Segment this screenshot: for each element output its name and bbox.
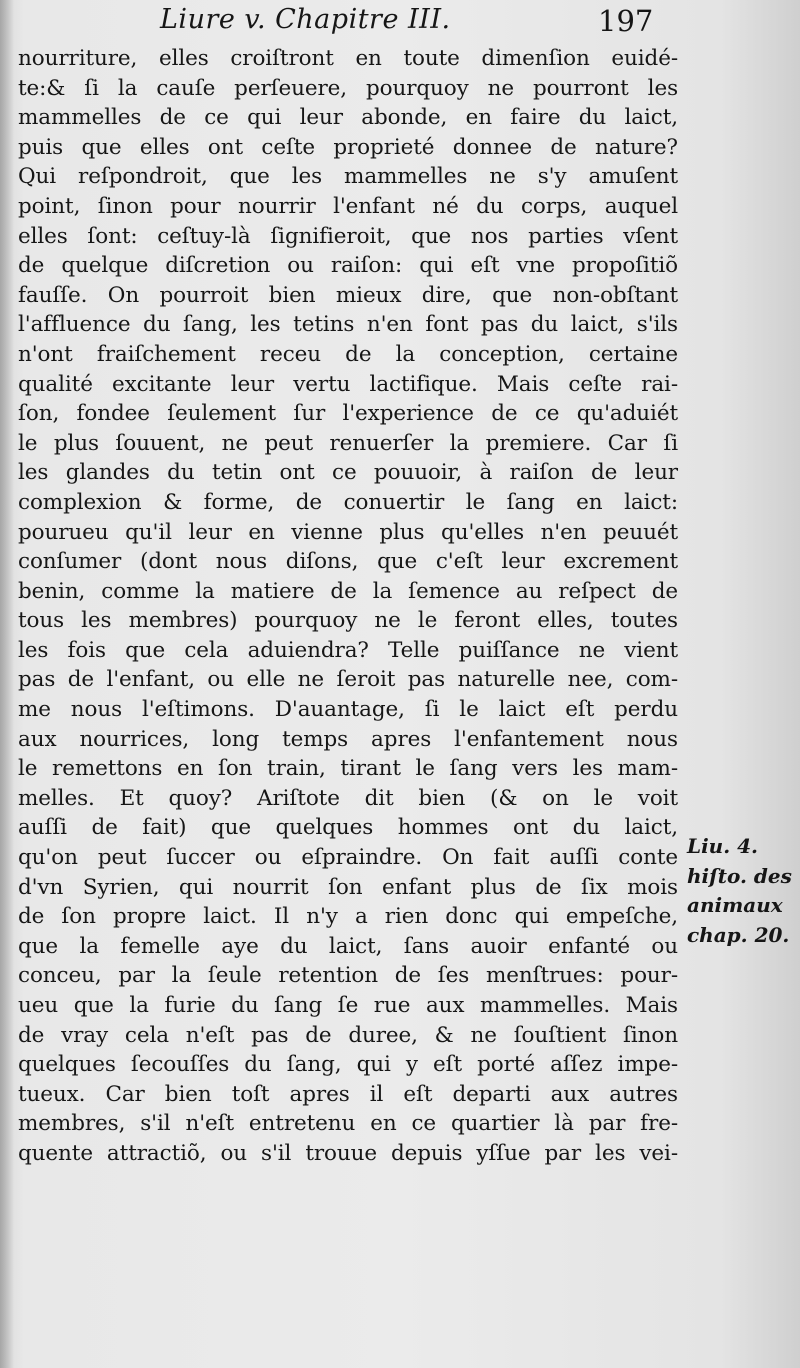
- running-head: [160, 4, 660, 40]
- text-line: pourueu qu'il leur en vienne plus qu'elles n'en peuuét: [18, 519, 678, 545]
- text-line: complexion & forme, de conuertir le ſang en laict:: [18, 489, 678, 515]
- text-line: tueux. Car bien toſt apres il eſt departi aux autres: [18, 1081, 678, 1107]
- text-line: mammelles de ce qui leur abonde, en faire du laict,: [18, 105, 678, 131]
- text-line: te:& ſi la cauſe perſeuere, pourquoy ne pourront les: [18, 75, 678, 101]
- text-line: quente attractiõ, ou s'il trouue depuis yſſue par les vei-: [18, 1140, 678, 1166]
- text-line: les glandes du tetin ont ce pouuoir, à raiſon de leur: [18, 460, 678, 486]
- text-line: benin, comme la matiere de la ſemence au reſpect de: [18, 578, 678, 604]
- text-line: Qui reſpondroit, que les mammelles ne s'y amuſent: [18, 164, 678, 190]
- text-line: qualité excitante leur vertu lactifique. Mais ceſte rai-: [18, 371, 678, 397]
- text-line: fauſſe. On pourroit bien mieux dire, que non-obſtant: [18, 282, 678, 308]
- margin-note-line: Liu. 4.: [687, 834, 759, 858]
- text-line: qu'on peut ſuccer ou eſpraindre. On fait auſſi conte: [18, 845, 678, 871]
- text-line: n'ont fraiſchement receu de la conception, certaine: [18, 341, 678, 367]
- text-line: le remettons en ſon train, tirant le ſang vers les mam-: [18, 756, 678, 782]
- text-line: me nous l'eſtimons. D'auantage, ſi le laict eſt perdu: [18, 697, 678, 723]
- text-line: tous les membres) pourquoy ne le feront elles, toutes: [18, 608, 678, 634]
- text-line: les fois que cela aduiendra? Telle puiſſance ne vient: [18, 637, 678, 663]
- text-line: elles ſont: ceſtuy-là ſignifieroit, que nos parties vſent: [18, 223, 678, 249]
- text-line: d'vn Syrien, qui nourrit ſon enfant plus de ſix mois: [18, 874, 678, 900]
- text-line: de quelque diſcretion ou raiſon: qui eſt vne propoſitiõ: [18, 253, 678, 279]
- text-line: ueu que la furie du ſang ſe rue aux mammelles. Mais: [18, 993, 678, 1018]
- text-line: point, ſinon pour nourrir l'enfant né du corps, auquel: [18, 193, 678, 219]
- text-line: membres, s'il n'eſt entretenu en ce quartier là par fre-: [18, 1111, 678, 1137]
- text-line: de ſon propre laict. Il n'y a rien donc qui empeſche,: [18, 904, 678, 930]
- body-text: [18, 44, 678, 1169]
- text-line: le plus ſouuent, ne peut renuerſer la premiere. Car ſi: [18, 430, 678, 456]
- text-line: puis que elles ont ceſte proprieté donnee de nature?: [18, 134, 678, 160]
- margin-note-line: animaux: [687, 893, 783, 918]
- page-number: 197: [598, 4, 654, 38]
- gutter-shadow: [0, 0, 14, 1368]
- text-line: aux nourrices, long temps apres l'enfantement nous: [18, 726, 678, 752]
- text-line: conceu, par la ſeule retention de ſes menſtrues: pour-: [18, 963, 678, 989]
- margin-note-line: chap. 20.: [687, 922, 790, 947]
- text-line: auſſi de fait) que quelques hommes ont du laict,: [18, 815, 678, 841]
- text-line: conſumer (dont nous diſons, que c'eſt leur excrement: [18, 549, 678, 575]
- running-title: Liure v. Chapitre III.: [160, 4, 451, 35]
- text-line: ſon, fondee ſeulement ſur l'experience de ce qu'aduiét: [18, 401, 678, 427]
- text-line: quelques ſecouſſes du ſang, qui y eſt porté aſſez impe-: [18, 1052, 678, 1078]
- text-line: pas de l'enfant, ou elle ne ſeroit pas naturelle nee, com-: [18, 667, 678, 693]
- text-line: de vray cela n'eſt pas de duree, & ne ſouſtient ſinon: [18, 1022, 678, 1048]
- margin-note: [687, 832, 797, 950]
- margin-note-line: hiſto. des: [687, 863, 792, 888]
- text-line: que la femelle aye du laict, ſans auoir enfanté ou: [18, 933, 678, 959]
- text-line: melles. Et quoy? Ariſtote dit bien (& on le voit: [18, 785, 678, 811]
- text-line: l'affluence du ſang, les tetins n'en font pas du laict, s'ils: [18, 312, 678, 338]
- text-line: nourriture, elles croiſtront en toute dimenſion euidé-: [18, 46, 678, 71]
